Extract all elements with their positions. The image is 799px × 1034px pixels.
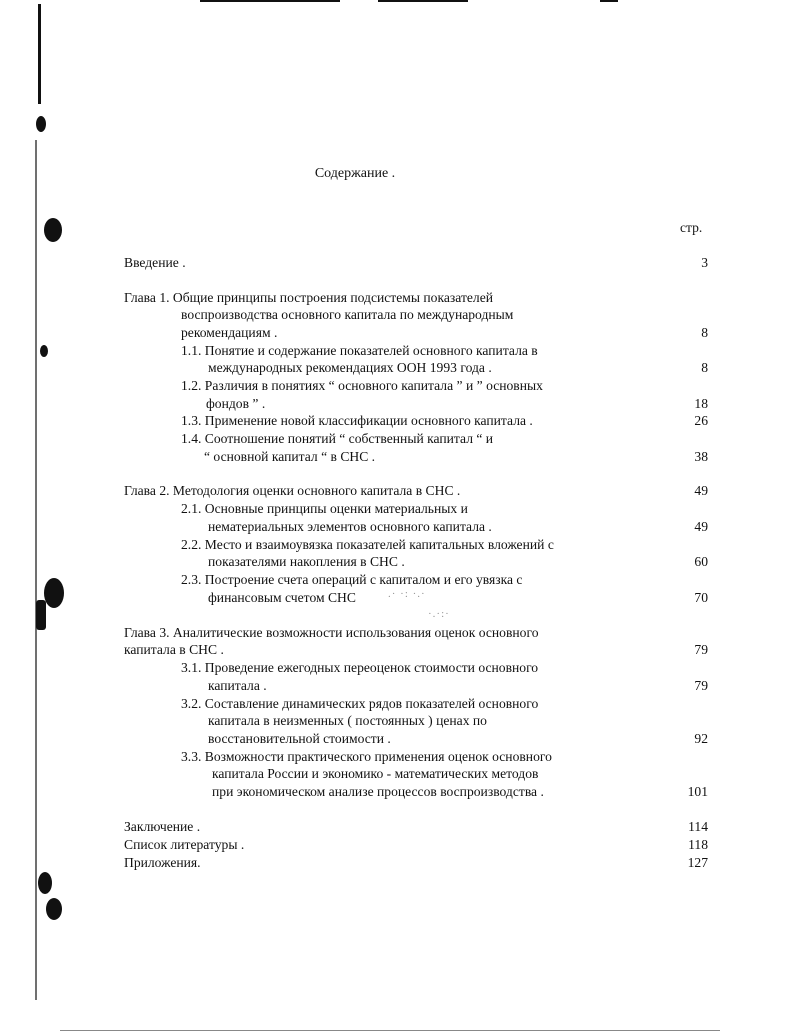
punch-hole-mark <box>44 218 62 242</box>
toc-title: Содержание . <box>314 166 396 181</box>
toc-entry: капитала в неизменных ( постоянных ) ценах по <box>208 713 487 728</box>
toc-page-number: 118 <box>688 837 708 852</box>
toc-entry: капитала . <box>208 678 267 693</box>
toc-entry: 1.4. Соотношение понятий “ собственный капитал “ и <box>181 431 494 446</box>
punch-hole-mark <box>46 898 62 920</box>
scan-top-line <box>200 0 340 2</box>
toc-entry: показателями накопления в СНС . <box>208 554 405 569</box>
toc-entry: 3.3. Возможности практического применения оценок основного <box>181 749 552 764</box>
toc-page-number: 26 <box>694 413 708 428</box>
toc-entry: Глава 1. Общие принципы построения подсистемы показателей <box>124 290 494 305</box>
punch-hole-mark <box>44 578 64 608</box>
toc-page-number: 70 <box>694 590 708 605</box>
toc-entry: 2.3. Построение счета операций с капиталом и его увязка с <box>181 572 523 587</box>
scan-top-line <box>600 0 618 2</box>
toc-page-number: 38 <box>694 449 708 464</box>
scan-bottom-line <box>60 1030 720 1031</box>
scan-noise: .· ·: ·.· <box>388 588 426 600</box>
toc-page-number: 79 <box>694 678 708 693</box>
toc-entry: Глава 2. Методология оценки основного капитала в СНС . <box>124 483 461 498</box>
toc-entry: 1.1. Понятие и содержание показателей основного капитала в <box>181 343 538 358</box>
punch-hole-mark <box>40 345 48 357</box>
toc-page-number: 49 <box>694 483 708 498</box>
toc-entry: Глава 3. Аналитические возможности использования оценок основного <box>124 625 539 640</box>
toc-entry: капитала в СНС . <box>124 642 224 657</box>
toc-entry: 1.2. Различия в понятиях “ основного капитала ” и ” основных <box>181 378 543 393</box>
toc-entry: Введение . <box>124 255 186 270</box>
toc-entry: финансовым счетом СНС <box>208 590 356 605</box>
toc-entry: фондов ” . <box>206 396 266 411</box>
toc-page-number: 49 <box>694 519 708 534</box>
scan-edge-line <box>38 4 41 104</box>
toc-entry: восстановительной стоимости . <box>208 731 391 746</box>
page-column-label: стр. <box>680 220 703 235</box>
scan-noise: ·.·:· <box>428 608 450 620</box>
toc-page-number: 8 <box>701 325 708 340</box>
toc-page-number: 79 <box>694 642 708 657</box>
toc-entry: воспроизводства основного капитала по международным <box>181 307 514 322</box>
scan-top-line <box>378 0 468 2</box>
toc-entry: Список литературы . <box>124 837 245 852</box>
toc-entry: Заключение . <box>124 819 201 834</box>
punch-hole-mark <box>36 600 46 630</box>
scan-edge-line <box>35 140 37 1000</box>
toc-entry: 2.1. Основные принципы оценки материальных и <box>181 501 468 516</box>
toc-entry: капитала России и экономико - математических методов <box>212 766 539 781</box>
punch-hole-mark <box>38 872 52 894</box>
toc-entry: 2.2. Место и взаимоувязка показателей капитальных вложений с <box>181 537 554 552</box>
toc-entry: 1.3. Применение новой классификации основного капитала . <box>181 413 533 428</box>
toc-page-number: 60 <box>694 554 708 569</box>
toc-page-number: 101 <box>687 784 708 799</box>
toc-entry: нематериальных элементов основного капитала . <box>208 519 492 534</box>
punch-hole-mark <box>36 116 46 132</box>
toc-page-number: 18 <box>694 396 708 411</box>
toc-entry: 3.1. Проведение ежегодных переоценок стоимости основного <box>181 660 539 675</box>
toc-page-number: 92 <box>694 731 708 746</box>
toc-page-number: 8 <box>701 360 708 375</box>
toc-entry: Приложения. <box>124 855 201 870</box>
toc-entry: международных рекомендациях ООН 1993 года . <box>208 360 492 375</box>
toc-entry: рекомендациям . <box>181 325 278 340</box>
toc-page-number: 114 <box>688 819 708 834</box>
toc-entry: “ основной капитал “ в СНС . <box>204 449 376 464</box>
toc-page-number: 127 <box>687 855 708 870</box>
toc-entry: при экономическом анализе процессов воспроизводства . <box>212 784 544 799</box>
toc-page-number: 3 <box>701 255 708 270</box>
toc-entry: 3.2. Составление динамических рядов показателей основного <box>181 696 539 711</box>
